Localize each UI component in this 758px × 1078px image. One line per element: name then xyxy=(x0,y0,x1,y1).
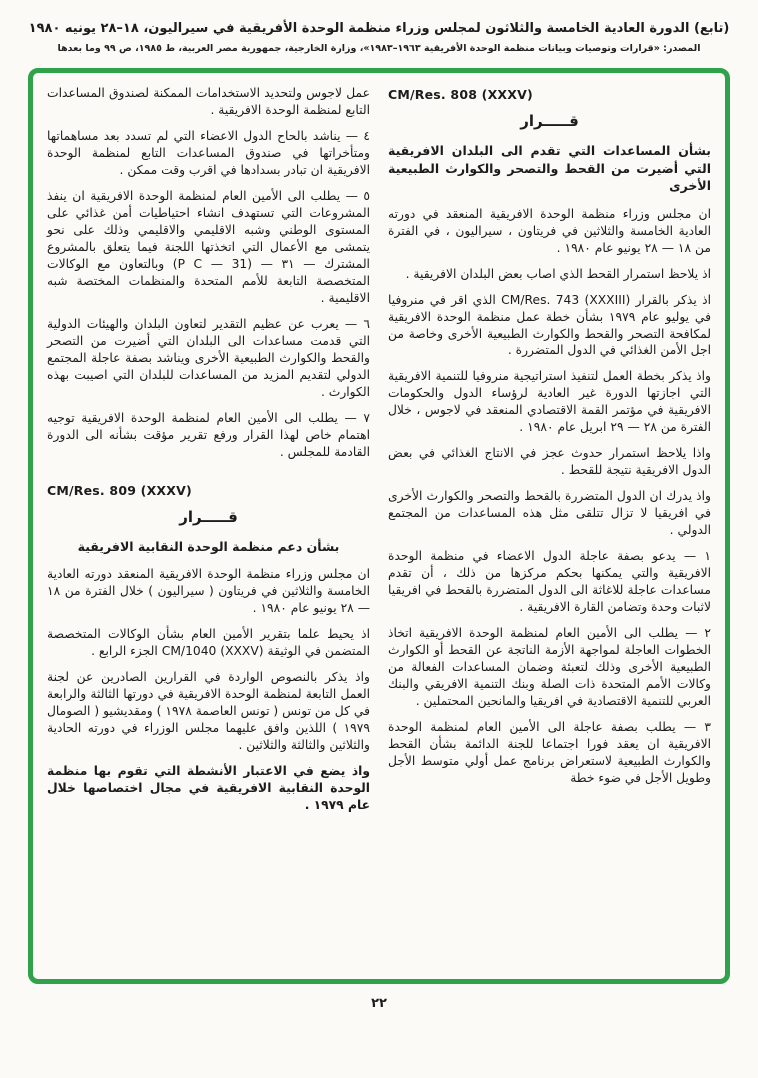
decision-heading: قـــــرار xyxy=(520,112,579,131)
paragraph: ان مجلس وزراء منظمة الوحدة الافريقية المنعقد في دورته العادية الخامسة والثلاثين في فريتاون ، سيراليون ، في الفترة من ١٨ — ٢٨ يونيو عام ١٩٨٠ . xyxy=(388,206,711,255)
paragraph-continuation: عمل لاجوس ولتحديد الاستخدامات الممكنة لصندوق المساعدات التابع لمنظمة الوحدة الافريقية . xyxy=(47,86,370,118)
decision-subject: بشأن دعم منظمة الوحدة النقابية الافريقية xyxy=(77,538,340,554)
numbered-clause-3: ٣ — يطلب بصفة عاجلة الى الأمين العام لمنظمة الوحدة الافريقية ان يعقد فورا اجتماعا للجنة الدائمة بشأن القحط والكوارث الطبيعية لاستعراض برنامج عمل أولي متوسط الأجل وطويل الأجل في ضوء خطة xyxy=(388,719,711,785)
numbered-clause-1: ١ — يدعو بصفة عاجلة الدول الاعضاء في منظمة الوحدة الافريقية والتي يمكنها بحكم مركزها من ذلك ، أن تقدم مساعدات عاجلة للاغاثة الى الدول المتضررة بالقحط في افريقيا لاثبات وحدة وتضامن القارة الافريقية . xyxy=(388,549,711,615)
paragraph: ان مجلس وزراء منظمة الوحدة الافريقية المنعقد دورته العادية الخامسة والثلاثين في فريتاون ( سيراليون ) خلال الفترة من ١٨ — ٢٨ يونيو عام ١٩٨٠ . xyxy=(47,567,370,615)
decision-subject: بشأن المساعدات التي تقدم الى البلدان الافريقية التي أضيرت من القحط والتصحر والكوارث الطبيعية الأخرى xyxy=(388,143,711,194)
document-title: (تابع) الدورة العادية الخامسة والثلاثون لمجلس وزراء منظمة الوحدة الأفريقية في سيراليون، ١٨–٢٨ يونيه ١٩٨٠ xyxy=(28,21,730,36)
document-source: المصدر: «قرارات وتوصيات وبيانات منظمة الوحدة الأفريقية ١٩٦٣–١٩٨٣»، وزارة الخارجية، جمهورية مصر العربية، ط ١٩٨٥، ص ٩٩ وما بعدها xyxy=(57,43,701,55)
resolution-ref-808: CM/Res. 808 (XXXV) xyxy=(388,87,533,103)
page-footer xyxy=(0,996,758,1011)
numbered-clause-4: ٤ — يناشد بالحاح الدول الاعضاء التي لم تسدد بعد مساهماتها ومتأخراتها في صندوق المساعدات التابع لمنظمة الوحدة الافريقية ان تبادر بسدادها في اقرب وقت ممكن . xyxy=(47,129,370,178)
paragraph: اذ يلاحظ استمرار القحط الذي اصاب بعض البلدان الافريقية . xyxy=(405,266,711,281)
paragraph: واذ يذكر بخطة العمل لتنفيذ استراتيجية منروفيا للتنمية الافريقية التي اجازتها الدورة غير العادية لرؤساء الدول والحكومات الافريقية في مؤتمر القمة الاقتصادي المنعقد في لاجوس ، خلال الفترة من ٢٨ — ٢٩ ابريل عام ١٩٨٠ . xyxy=(388,369,711,435)
paragraph: واذ يدرك ان الدول المتضررة بالقحط والتصحر والكوارث الأخرى في افريقيا لا تزال تتلقى مثل هذه المساعدات من المجتمع الدولي . xyxy=(388,489,711,538)
decision-heading: قـــــرار xyxy=(179,507,238,526)
numbered-clause-7: ٧ — يطلب الى الأمين العام لمنظمة الوحدة الافريقية توجيه اهتمام خاص لهذا القرار ورفع تقرير مؤقت بشأنه الى الدورة القادمة للمجلس . xyxy=(47,410,370,459)
column-left xyxy=(47,85,370,967)
document-header xyxy=(0,0,758,54)
column-right xyxy=(388,85,711,967)
resolution-ref-809: CM/Res. 809 (XXXV) xyxy=(47,482,192,498)
page-number: ٢٢ xyxy=(371,996,387,1012)
paragraph: واذ يذكر بالنصوص الواردة في القرارين الصادرين عن لجنة العمل التابعة لمنظمة الوحدة الافريقية في دورتها الثالثة والرابعة في كل من تونس ( تونس العاصمة ١٩٧٨ ) ومقديشيو ( الصومال ١٩٧٩ ) اللذين وافق عليهما مجلس الوزراء في دورته الحادية والثلاثين والثالثة والثلاثين . xyxy=(47,669,370,752)
paragraph: اذ يذكر بالقرار ⁦CM/Res. 743 (XXXIII)⁩ الذي اقر في منروفيا في يوليو عام ١٩٧٩ بشأن خطة عمل منظمة الوحدة الافريقية لمكافحة التصحر والقحط والكوارث الطبيعية الأخرى وخاصة من اجل الأمن الغذائي في الدول المتضررة . xyxy=(388,292,711,358)
numbered-clause-2: ٢ — يطلب الى الأمين العام لمنظمة الوحدة الافريقية اتخاذ الخطوات العاجلة لمواجهة الأزمة الناتجة عن القحط أو الكوارث الطبيعية الأخرى وذلك لتعبئة وضمان المساعدات الفعالة من وكالات الأمم المتحدة ذات الصلة وبنك التنمية الافريقي والبنك العربي للتنمية الاقتصادية في افريقيا والمانحين المحتملين . xyxy=(388,626,711,708)
numbered-clause-5: ٥ — يطلب الى الأمين العام لمنظمة الوحدة الافريقية ان ينفذ المشروعات التي تستهدف انشاء احتياطيات أمن غذائي على المستوى الوطني وشبه الاقليمي والاقليمي وذلك على نحو يتمشى مع الأعمال التي اتخذتها اللجنة فيما يتعلق بالمشروع المشترك — ٣١ — ⁦(P C — 31)⁩ وبالتعاون مع الوكالات المتخصصة التابعة للأمم المتحدة والمنظمات المختصة شبه الاقليمية . xyxy=(47,189,370,305)
paragraph: واذا يلاحظ استمرار حدوث عجز في الانتاج الغذائي في بعض الدول الافريقية نتيجة للقحط . xyxy=(388,446,711,478)
two-column-layout xyxy=(47,85,711,967)
numbered-clause-6: ٦ — يعرب عن عظيم التقدير لتعاون البلدان والهيئات الدولية التي قدمت مساعدات الى البلدان التي أضيرت من التصحر والقحط والكوارث الطبيعية الأخرى ويناشد بصفة عاجلة المجتمع الدولي لتقديم المزيد من المساعدات للبلدان التي اصيبت بهذه الكوارث . xyxy=(47,316,370,399)
paragraph: واذ يضع في الاعتبار الأنشطة التي تقوم بها منظمة الوحدة النقابية الافريقية في مجال اختصاصها خلال عام ١٩٧٩ . xyxy=(47,763,370,812)
green-frame xyxy=(28,68,730,984)
paragraph: اذ يحيط علما بتقرير الأمين العام بشأن الوكالات المتخصصة المتضمن في الوثيقة ⁦CM/1040 (XXXV)⁩ الجزء الرابع . xyxy=(47,626,370,658)
